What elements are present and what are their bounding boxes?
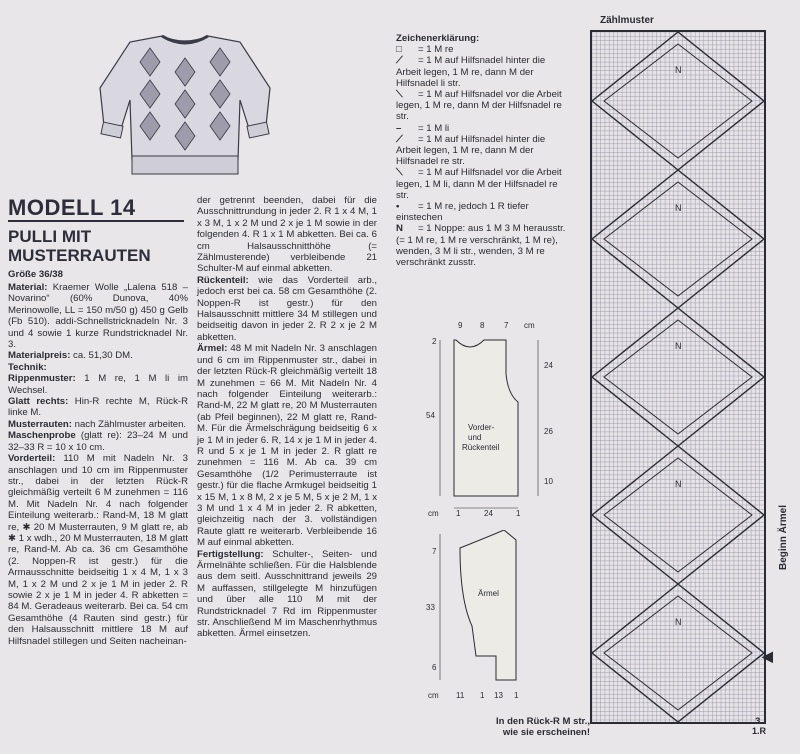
legend-title: Zeichenerklärung: <box>396 33 480 44</box>
piece-label-2: und <box>468 433 482 442</box>
svg-text:N: N <box>675 617 682 627</box>
row-number-note: 3. 1.R <box>752 716 767 736</box>
sleeve-start-label: Beginn Ärmel <box>778 504 789 570</box>
dim-bottom-1a: 1 <box>456 509 461 518</box>
legend-row: ⟋ = 1 M auf Hilfsnadel hinter die Arbeit legen, 1 M re, dann M der Hilfsnadel li str. <box>396 55 546 89</box>
cross-right-purl-icon: ⟋ <box>396 55 403 67</box>
paragraph: Glatt rechts: Hin-R rechte M, Rück-R linke M. <box>8 396 188 419</box>
dim-top-7: 7 <box>504 321 509 330</box>
purl-dash-icon: – <box>396 122 402 134</box>
piece-label-1: Vorder- <box>468 423 495 432</box>
subtitle-line-2: MUSTERRAUTEN <box>8 246 151 265</box>
paragraph: Material: Kraemer Wolle „Lalena 518 – Novarino“ (60% Dunova, 40% Merinowolle, LL = 150 m/50 g) 450 g Gelb (Fb 510). addi-Schnellstricknadeln Nr. 3 und 4 sowie 1 kurze Rundstricknadel Nr. 3. <box>8 282 188 351</box>
sweater-illustration <box>90 28 280 178</box>
legend-row: ⟋ = 1 M auf Hilfsnadel hinter die Arbeit legen, 1 M re, dann M der Hilfsnadel re str. <box>396 133 546 168</box>
dim-right-24: 24 <box>544 361 553 370</box>
legend-row: ⟍ = 1 M auf Hilfsnadel vor die Arbeit legen, 1 M re, dann M der Hilfsnadel re str. <box>396 89 562 123</box>
legend-row: ⟍ = 1 M auf Hilfsnadel vor die Arbeit legen, 1 M li, dann M der Hilfsnadel re str. <box>396 167 562 201</box>
sleeve-dim-33: 33 <box>426 603 435 612</box>
instructions-column-2 <box>197 195 377 640</box>
size-label: Größe 36/38 <box>8 269 63 280</box>
sleeve-label: Ärmel <box>478 589 499 598</box>
dim-bottom-cm: cm <box>428 509 439 518</box>
dim-right-10: 10 <box>544 477 553 486</box>
svg-text:N: N <box>675 203 682 213</box>
paragraph: Fertigstellung: Schulter-, Seiten- und Ärmelnähte schließen. Für die Halsblende aus dem seitl. Ausschnittrand jeweils 29 M auffassen, stillgelegte M hinzufügen und über alle 110 M mit der Rundstricknadel 7 Rd im Rippenmuster str. Anschließend M im Maschenrhythmus abketten. Ärmel einsetzen. <box>197 548 377 640</box>
body-schematic <box>420 318 570 518</box>
paragraph: Rippenmuster: 1 M re, 1 M li im Wechsel. <box>8 373 188 396</box>
paragraph: Technik: <box>8 361 47 373</box>
cross-left-purl-icon: ⟍ <box>396 167 403 179</box>
paragraph: der getrennt beenden, dabei für die Ausschnittrundung in jeder 2. R 1 x 4 M, 1 x 3 M, 1 x 2 M und 2 x je 1 M sowie in der folgenden 4. R 1 x 1 M abketten. Bei ca. 6 cm Halsausschnitthöhe (= Zählmusterende) verbleibende 21 Schulter-M auf einmal abketten. <box>197 195 377 275</box>
chart-title: Zählmuster <box>600 15 654 26</box>
svg-text:N: N <box>675 65 682 75</box>
dim-bottom-1b: 1 <box>516 509 521 518</box>
instructions-column-1 <box>8 282 188 647</box>
svg-text:N: N <box>675 341 682 351</box>
dim-left-2: 2 <box>432 337 437 346</box>
arrow-icon: ◀ <box>762 648 773 664</box>
dim-top-cm: cm <box>524 321 535 330</box>
legend-row: N = 1 Noppe: aus 1 M 3 M herausstr. (= 1 M re, 1 M re verschränkt, 1 M re), wenden, 3 M li str., wenden, 3 M re verschränkt zusstr. <box>396 223 566 269</box>
sleeve-bottom-1b: 1 <box>514 691 519 700</box>
paragraph: Maschenprobe (glatt re): 23–24 M und 32–33 R = 10 x 10 cm. <box>8 430 188 453</box>
chart-grid <box>592 32 764 722</box>
paragraph: Rückenteil: wie das Vorderteil arb., jedoch erst bei ca. 58 cm Gesamthöhe (2. Noppen-R ist gestr.) für den Halsausschnitt mittlere 34 M stillegen und beidseitig davon in jeder 2. R 2 x je 2 M abketten. <box>197 274 377 343</box>
dim-top-9: 9 <box>458 321 463 330</box>
sleeve-bottom-11: 11 <box>456 691 465 700</box>
model-title: MODELL 14 <box>8 195 136 220</box>
dim-top-8: 8 <box>480 321 485 330</box>
chart-footnote: In den Rück-R M str., wie sie erscheinen! <box>496 716 590 738</box>
sleeve-bottom-13: 13 <box>494 691 503 700</box>
paragraph: Vorderteil: 110 M mit Nadeln Nr. 3 anschlagen und 10 cm im Rippenmuster str., dabei in der letzten Rück-R gleichmäßig verteilt 6 M zunehmen = 116 M. Mit Nadeln Nr. 4 nach folgender Einteilung weiterarb.: Rand-M, 18 M glatt re, ✱ 20 M Musterrauten, 9 M glatt re, ab ✱ 1 x wdh., 20 M Musterrauten, 18 M glatt re, Rand-M. Ab ca. 36 cm Gesamthöhe (2. Noppen-R ist gestr.) für die Armausschnitte beidseitig 1 x 4 M, 1 x 3 M, 1 x 2 M und 2 x je 1 M in jeder 2. R sowie 2 x je 1 M in jeder 4. R abketten = 84 M. Geradeaus weiterarb. Bei ca. 54 cm Gesamthöhe (4 Rauten sind gestr.) für den Halsausschnitt mittlere 18 M auf Hilfsnadel stillegen und Seiten nacheinan- <box>8 453 188 647</box>
empty-square-icon: □ <box>396 44 402 56</box>
dim-bottom-24: 24 <box>484 509 493 518</box>
dim-right-26: 26 <box>544 427 553 436</box>
cross-left-icon: ⟍ <box>396 89 403 101</box>
subtitle-line-1: PULLI MIT <box>8 227 92 246</box>
sleeve-dim-6: 6 <box>432 663 437 672</box>
sleeve-bottom-cm: cm <box>428 691 439 700</box>
sleeve-dim-7: 7 <box>432 547 437 556</box>
svg-text:N: N <box>675 479 682 489</box>
symbol-legend <box>396 33 572 268</box>
sleeve-bottom-1a: 1 <box>480 691 485 700</box>
legend-row: • = 1 M re, jedoch 1 R tiefer einstechen <box>396 201 529 224</box>
legend-row: – = 1 M li <box>396 122 450 134</box>
bobble-n-icon: N <box>396 223 403 235</box>
sleeve-schematic <box>420 530 570 710</box>
paragraph: Musterrauten: nach Zählmuster arbeiten. <box>8 418 187 430</box>
dim-left-54: 54 <box>426 411 435 420</box>
dot-icon: • <box>396 201 400 213</box>
legend-row: □ = 1 M re <box>396 44 454 56</box>
paragraph: Materialpreis: ca. 51,30 DM. <box>8 350 133 362</box>
cross-right-icon: ⟋ <box>396 133 403 145</box>
piece-label-3: Rückenteil <box>462 443 500 452</box>
paragraph: Ärmel: 48 M mit Nadeln Nr. 3 anschlagen und 6 cm im Rippenmuster str., dabei in der letzten Rück-R gleichmäßig verteilt 18 M zunehmen = 66 M. Mit Nadeln Nr. 4 nach folgender Einteilung weiterarb.: Rand-M, 22 M glatt re, 20 M Musterrauten (ab Pfeil beginnen), 22 M glatt re, Rand-M. Für die Ärmelschrägung beidseitig 6 x je 1 M in jeder 6. R, 14 x je 1 M in jeder 4. R und 5 x je 1 M in jeder 2. R glatt re zunehmen = 116 M. Ab ca. 39 cm Gesamthöhe (1/2 Perimusterraute ist gestr.) für die flache Armkugel beidseitig 1 x 15 M, 1 x 8 M, 2 x je 5 M, 5 x je 2 M, 1 x 3 M und 1 x 4 M in jeder 2. R abketten, gleichzeitig nach der 3. vollständigen Raute glatt re weiterarb. Verbleibende 16 M auf einmal abketten. <box>197 343 377 549</box>
title-divider <box>8 220 184 222</box>
knitting-chart <box>590 30 766 724</box>
